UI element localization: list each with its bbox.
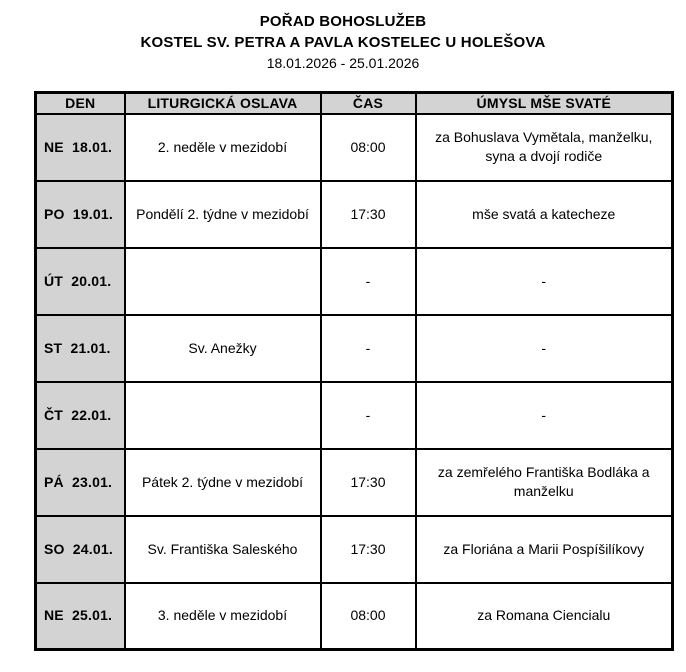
table-row <box>36 114 673 181</box>
celebration-cell <box>125 248 321 315</box>
table-row <box>36 382 673 449</box>
celebration-cell: 2. neděle v mezidobí <box>125 114 321 181</box>
day-cell: ČT 22.01. <box>36 382 125 449</box>
table-row <box>36 516 673 583</box>
column-header-den: DEN <box>36 93 125 114</box>
schedule-table <box>34 91 674 651</box>
time-cell: 08:00 <box>321 583 416 650</box>
celebration-cell: 3. neděle v mezidobí <box>125 583 321 650</box>
table-row <box>36 181 673 248</box>
table-row <box>36 583 673 650</box>
celebration-cell: Sv. Františka Saleského <box>125 516 321 583</box>
column-header-umysl: ÚMYSL MŠE SVATÉ <box>416 93 673 114</box>
time-cell: 17:30 <box>321 449 416 516</box>
day-cell: SO 24.01. <box>36 516 125 583</box>
intention-cell: za zemřelého Františka Bodláka a manželku <box>416 449 673 516</box>
time-cell: 08:00 <box>321 114 416 181</box>
page-title: POŘAD BOHOSLUŽEB <box>259 13 427 30</box>
intention-cell: za Romana Ciencialu <box>416 583 673 650</box>
table-row <box>36 449 673 516</box>
intention-cell: za Bohuslava Vymětala, manželku, syna a dvojí rodiče <box>416 114 673 181</box>
table-row <box>36 248 673 315</box>
celebration-cell <box>125 382 321 449</box>
day-cell: PÁ 23.01. <box>36 449 125 516</box>
day-cell: ÚT 20.01. <box>36 248 125 315</box>
intention-cell: - <box>416 315 673 382</box>
column-header-cas: ČAS <box>321 93 416 114</box>
column-header-liturgicka-oslava: LITURGICKÁ OSLAVA <box>125 93 321 114</box>
day-cell: PO 19.01. <box>36 181 125 248</box>
header-row <box>36 93 673 114</box>
intention-cell: - <box>416 248 673 315</box>
time-cell: - <box>321 315 416 382</box>
day-cell: ST 21.01. <box>36 315 125 382</box>
celebration-cell: Sv. Anežky <box>125 315 321 382</box>
date-range: 18.01.2026 - 25.01.2026 <box>266 55 420 71</box>
time-cell: - <box>321 248 416 315</box>
day-cell: NE 25.01. <box>36 583 125 650</box>
intention-cell: mše svatá a katecheze <box>416 181 673 248</box>
celebration-cell: Pondělí 2. týdne v mezidobí <box>125 181 321 248</box>
time-cell: 17:30 <box>321 516 416 583</box>
time-cell: 17:30 <box>321 181 416 248</box>
celebration-cell: Pátek 2. týdne v mezidobí <box>125 449 321 516</box>
intention-cell: za Floriána a Marii Pospíšilíkovy <box>416 516 673 583</box>
title-block <box>0 11 686 74</box>
intention-cell: - <box>416 382 673 449</box>
church-name: KOSTEL SV. PETRA A PAVLA KOSTELEC U HOLEŠOVA <box>140 34 546 51</box>
time-cell: - <box>321 382 416 449</box>
day-cell: NE 18.01. <box>36 114 125 181</box>
table-row <box>36 315 673 382</box>
